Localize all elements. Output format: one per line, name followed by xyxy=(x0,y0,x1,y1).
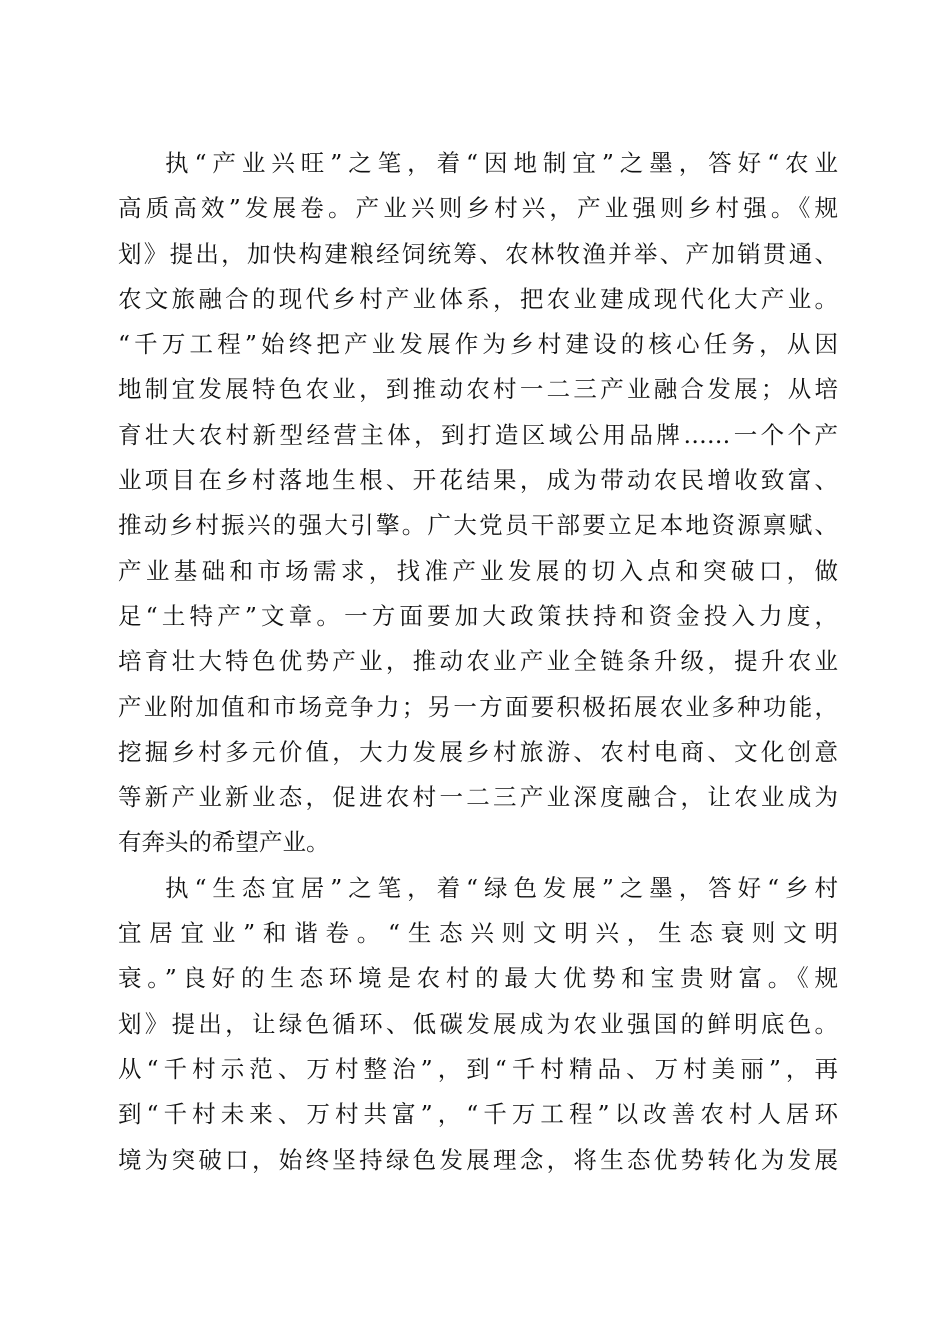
paragraph-2-line-6: 到“千村未来、万村共富”，“千万工程”以改善农村人居环 xyxy=(118,1100,838,1129)
paragraph-1-line-7: 育壮大农村新型经营主体，到打造区域公用品牌……一个个产 xyxy=(118,420,838,449)
paragraph-1-line-5: “千万工程”始终把产业发展作为乡村建设的核心任务，从因 xyxy=(118,330,838,359)
paragraph-2-line-5: 从“千村示范、万村整治”，到“千村精品、万村美丽”，再 xyxy=(118,1054,838,1083)
paragraph-1-line-8: 业项目在乡村落地生根、开花结果，成为带动农民增收致富、 xyxy=(118,466,838,495)
paragraph-1-line-16: 有奔头的希望产业。 xyxy=(118,828,330,857)
paragraph-1-line-6: 地制宜发展特色农业，到推动农村一二三产业融合发展；从培 xyxy=(118,375,838,404)
paragraph-1-line-3: 划》提出，加快构建粮经饲统筹、农林牧渔并举、产加销贯通、 xyxy=(118,239,838,268)
paragraph-2-line-4: 划》提出，让绿色循环、低碳发展成为农业强国的鲜明底色。 xyxy=(118,1009,838,1038)
paragraph-1-line-2: 高质高效”发展卷。产业兴则乡村兴，产业强则乡村强。《规 xyxy=(118,194,838,223)
paragraph-2-line-2: 宜居宜业”和谐卷。“生态兴则文明兴，生态衰则文明 xyxy=(118,919,838,948)
paragraph-1-line-14: 挖掘乡村多元价值，大力发展乡村旅游、农村电商、文化创意 xyxy=(118,737,838,766)
paragraph-2-line-3: 衰。”良好的生态环境是农村的最大优势和宝贵财富。《规 xyxy=(118,964,838,993)
paragraph-1-line-15: 等新产业新业态，促进农村一二三产业深度融合，让农业成为 xyxy=(118,783,838,812)
paragraph-1-line-9: 推动乡村振兴的强大引擎。广大党员干部要立足本地资源禀赋、 xyxy=(118,511,838,540)
paragraph-1-line-13: 产业附加值和市场竞争力；另一方面要积极拓展农业多种功能， xyxy=(118,692,838,721)
paragraph-1-line-12: 培育壮大特色优势产业，推动农业产业全链条升级，提升农业 xyxy=(118,647,838,676)
paragraph-1-line-11: 足“土特产”文章。一方面要加大政策扶持和资金投入力度， xyxy=(118,601,838,630)
paragraph-1-line-10: 产业基础和市场需求，找准产业发展的切入点和突破口，做 xyxy=(118,556,838,585)
paragraph-1-line-4: 农文旅融合的现代乡村产业体系，把农业建成现代化大产业。 xyxy=(118,284,838,313)
paragraph-2-line-1: 执“生态宜居”之笔，着“绿色发展”之墨，答好“乡村 xyxy=(165,873,838,902)
article-body xyxy=(118,141,838,1183)
paragraph-1-line-1: 执“产业兴旺”之笔，着“因地制宜”之墨，答好“农业 xyxy=(165,149,838,177)
paragraph-2-line-7: 境为突破口，始终坚持绿色发展理念，将生态优势转化为发展 xyxy=(118,1145,838,1174)
